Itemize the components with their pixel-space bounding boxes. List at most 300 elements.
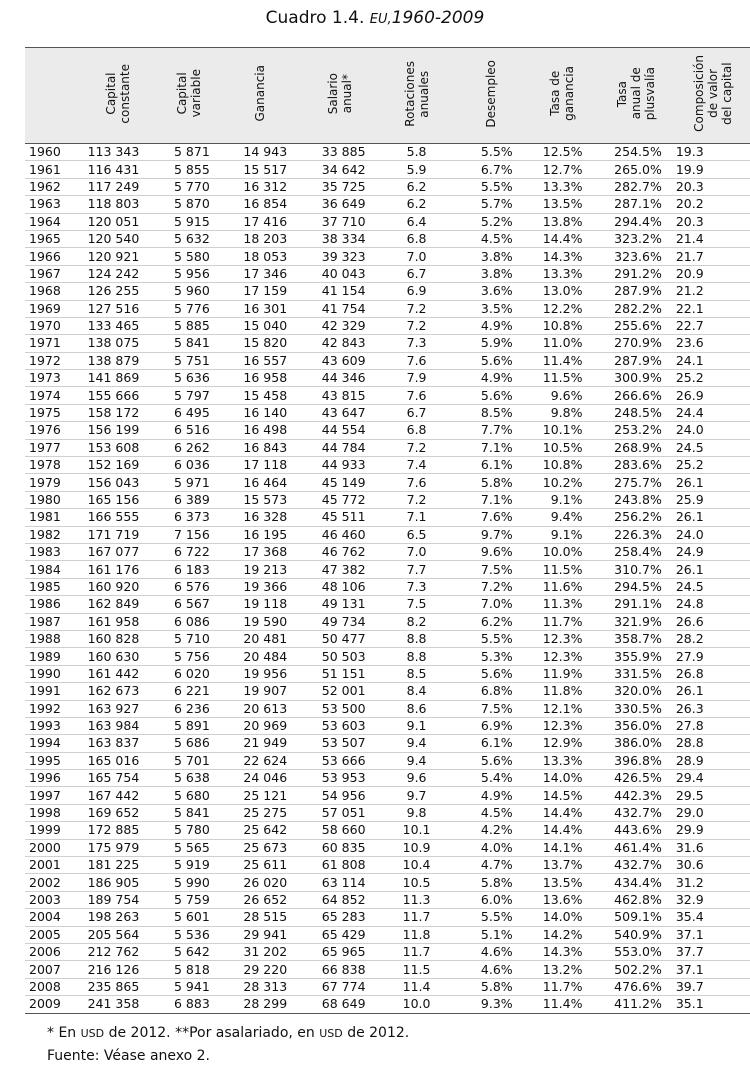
table-cell: 7.1% — [454, 491, 528, 508]
table-row — [25, 248, 750, 265]
table-cell: 14.4% — [528, 822, 597, 839]
table-cell: 226.3% — [596, 526, 675, 543]
table-cell: 9.1 — [380, 717, 454, 734]
table-cell: 7.6 — [380, 387, 454, 404]
table-cell: 53 603 — [300, 717, 379, 734]
year-cell: 1974 — [25, 387, 78, 404]
table-cell: 42 843 — [300, 335, 379, 352]
table-cell: 26.9 — [676, 387, 750, 404]
table-cell: 9.6% — [454, 543, 528, 560]
table-row — [25, 717, 750, 734]
table-cell: 4.5% — [454, 804, 528, 821]
table-cell: 37.7 — [676, 943, 750, 960]
table-cell: 6 262 — [157, 439, 221, 456]
year-cell: 1996 — [25, 770, 78, 787]
table-cell: 6 576 — [157, 578, 221, 595]
year-cell: 1983 — [25, 543, 78, 560]
year-cell: 1995 — [25, 752, 78, 769]
table-cell: 266.6% — [596, 387, 675, 404]
column-header-label: Desempleo — [483, 59, 498, 128]
table-cell: 45 772 — [300, 491, 379, 508]
table-row — [25, 683, 750, 700]
table-cell: 165 016 — [78, 752, 157, 769]
table-cell: 13.6% — [528, 891, 597, 908]
table-cell: 4.9% — [454, 370, 528, 387]
table-cell: 5 580 — [157, 248, 221, 265]
year-cell: 1962 — [25, 178, 78, 195]
table-cell: 5.3% — [454, 648, 528, 665]
table-cell: 8.4 — [380, 683, 454, 700]
table-cell: 167 077 — [78, 543, 157, 560]
table-cell: 160 630 — [78, 648, 157, 665]
table-cell: 198 263 — [78, 909, 157, 926]
table-cell: 396.8% — [596, 752, 675, 769]
table-cell: 5 885 — [157, 317, 221, 334]
table-row — [25, 909, 750, 926]
table-cell: 21.4 — [676, 230, 750, 247]
column-header — [676, 48, 750, 144]
table-cell: 6.8 — [380, 230, 454, 247]
table-body — [25, 144, 750, 1014]
table-cell: 117 249 — [78, 178, 157, 195]
table-cell: 432.7% — [596, 804, 675, 821]
table-cell: 14.3% — [528, 943, 597, 960]
table-cell: 43 647 — [300, 404, 379, 421]
table-cell: 6.7 — [380, 404, 454, 421]
table-cell: 29.5 — [676, 787, 750, 804]
table-cell: 11.5% — [528, 561, 597, 578]
table-cell: 11.3 — [380, 891, 454, 908]
table-cell: 5 686 — [157, 735, 221, 752]
column-header — [596, 48, 675, 144]
table-cell: 6.5 — [380, 526, 454, 543]
table-cell: 13.0% — [528, 283, 597, 300]
table-cell: 11.5 — [380, 961, 454, 978]
table-cell: 19 590 — [221, 613, 300, 630]
table-cell: 10.1% — [528, 422, 597, 439]
year-cell: 1985 — [25, 578, 78, 595]
table-cell: 9.1% — [528, 491, 597, 508]
year-cell: 2008 — [25, 978, 78, 995]
table-cell: 156 199 — [78, 422, 157, 439]
table-cell: 25 611 — [221, 857, 300, 874]
table-row — [25, 144, 750, 161]
table-cell: 30.6 — [676, 857, 750, 874]
table-cell: 9.7 — [380, 787, 454, 804]
table-cell: 6 722 — [157, 543, 221, 560]
table-cell: 34 642 — [300, 161, 379, 178]
footnote-text: * En — [47, 1025, 81, 1041]
table-cell: 189 754 — [78, 891, 157, 908]
table-cell: 17 368 — [221, 543, 300, 560]
table-cell: 5 756 — [157, 648, 221, 665]
column-header-label: Rotaciones anuales — [402, 60, 431, 127]
table-cell: 35.4 — [676, 909, 750, 926]
table-cell: 21.7 — [676, 248, 750, 265]
table-cell: 443.6% — [596, 822, 675, 839]
table-cell: 5 642 — [157, 943, 221, 960]
table-cell: 10.0% — [528, 543, 597, 560]
table-cell: 26.8 — [676, 665, 750, 682]
table-cell: 4.6% — [454, 961, 528, 978]
table-cell: 7.0 — [380, 543, 454, 560]
table-cell: 172 885 — [78, 822, 157, 839]
table-cell: 8.6 — [380, 700, 454, 717]
table-cell: 44 346 — [300, 370, 379, 387]
table-cell: 26.1 — [676, 509, 750, 526]
table-cell: 43 609 — [300, 352, 379, 369]
column-header-label: Salario anual* — [325, 72, 354, 115]
table-cell: 7.9 — [380, 370, 454, 387]
column-header-label: Ganancia — [253, 65, 268, 122]
table-cell: 5.8% — [454, 474, 528, 491]
table-cell: 26.1 — [676, 561, 750, 578]
table-cell: 7.3 — [380, 335, 454, 352]
table-cell: 161 176 — [78, 561, 157, 578]
year-cell: 1963 — [25, 196, 78, 213]
table-cell: 175 979 — [78, 839, 157, 856]
table-cell: 5.1% — [454, 926, 528, 943]
table-cell: 24.0 — [676, 422, 750, 439]
table-cell: 20.9 — [676, 265, 750, 282]
table-cell: 4.2% — [454, 822, 528, 839]
table-cell: 5.4% — [454, 770, 528, 787]
table-cell: 7.5% — [454, 561, 528, 578]
table-cell: 65 965 — [300, 943, 379, 960]
column-header — [454, 48, 528, 144]
table-row — [25, 857, 750, 874]
table-cell: 16 195 — [221, 526, 300, 543]
table-cell: 163 837 — [78, 735, 157, 752]
table-row — [25, 561, 750, 578]
year-cell: 2005 — [25, 926, 78, 943]
footnote-units — [47, 1022, 409, 1045]
table-cell: 13.3% — [528, 265, 597, 282]
table-cell: 20 613 — [221, 700, 300, 717]
table-cell: 18 053 — [221, 248, 300, 265]
table-cell: 26 020 — [221, 874, 300, 891]
table-cell: 28.2 — [676, 630, 750, 647]
table-cell: 16 301 — [221, 300, 300, 317]
year-cell: 1997 — [25, 787, 78, 804]
table-cell: 11.5% — [528, 370, 597, 387]
table-cell: 7.5% — [454, 700, 528, 717]
table-cell: 10.9 — [380, 839, 454, 856]
column-header-label: Capital variable — [175, 69, 204, 118]
table-cell: 287.1% — [596, 196, 675, 213]
table-cell: 29.9 — [676, 822, 750, 839]
table-cell: 5 770 — [157, 178, 221, 195]
table-cell: 25 642 — [221, 822, 300, 839]
footnotes — [47, 1022, 409, 1067]
table-cell: 5.8% — [454, 978, 528, 995]
table-cell: 25 673 — [221, 839, 300, 856]
table-cell: 7 156 — [157, 526, 221, 543]
table-row — [25, 648, 750, 665]
table-cell: 127 516 — [78, 300, 157, 317]
table-row — [25, 474, 750, 491]
table-cell: 291.2% — [596, 265, 675, 282]
table-cell: 4.9% — [454, 787, 528, 804]
column-header — [300, 48, 379, 144]
table-cell: 53 500 — [300, 700, 379, 717]
table-row — [25, 317, 750, 334]
table-cell: 14.0% — [528, 770, 597, 787]
table-cell: 5.8 — [380, 144, 454, 161]
table-cell: 6.1% — [454, 735, 528, 752]
table-cell: 41 154 — [300, 283, 379, 300]
table-cell: 476.6% — [596, 978, 675, 995]
year-cell: 2009 — [25, 996, 78, 1013]
table-cell: 5 941 — [157, 978, 221, 995]
table-cell: 7.2 — [380, 317, 454, 334]
table-cell: 160 920 — [78, 578, 157, 595]
table-cell: 7.6 — [380, 352, 454, 369]
table-cell: 4.5% — [454, 230, 528, 247]
table-cell: 29.0 — [676, 804, 750, 821]
table-cell: 4.9% — [454, 317, 528, 334]
year-cell: 1994 — [25, 735, 78, 752]
title-country: EU, — [369, 12, 392, 27]
table-cell: 5 701 — [157, 752, 221, 769]
table-row — [25, 213, 750, 230]
table-cell: 5.5% — [454, 630, 528, 647]
table-cell: 124 242 — [78, 265, 157, 282]
table-cell: 323.6% — [596, 248, 675, 265]
table-cell: 14.5% — [528, 787, 597, 804]
table-cell: 11.0% — [528, 335, 597, 352]
table-cell: 22 624 — [221, 752, 300, 769]
table-cell: 65 283 — [300, 909, 379, 926]
table-cell: 120 921 — [78, 248, 157, 265]
table-cell: 19.9 — [676, 161, 750, 178]
table-cell: 155 666 — [78, 387, 157, 404]
table-cell: 61 808 — [300, 857, 379, 874]
table-cell: 44 933 — [300, 457, 379, 474]
table-row — [25, 335, 750, 352]
table-cell: 141 869 — [78, 370, 157, 387]
table-cell: 540.9% — [596, 926, 675, 943]
table-cell: 321.9% — [596, 613, 675, 630]
table-cell: 5 841 — [157, 335, 221, 352]
table-cell: 7.6% — [454, 509, 528, 526]
table-cell: 6 221 — [157, 683, 221, 700]
table-row — [25, 404, 750, 421]
table-cell: 5.6% — [454, 752, 528, 769]
table-cell: 320.0% — [596, 683, 675, 700]
year-cell: 2000 — [25, 839, 78, 856]
table-cell: 5 891 — [157, 717, 221, 734]
table-cell: 27.8 — [676, 717, 750, 734]
table-cell: 5 990 — [157, 874, 221, 891]
table-cell: 7.3 — [380, 578, 454, 595]
table-cell: 5.6% — [454, 352, 528, 369]
table-cell: 54 956 — [300, 787, 379, 804]
table-cell: 29 941 — [221, 926, 300, 943]
year-cell: 2004 — [25, 909, 78, 926]
table-cell: 16 464 — [221, 474, 300, 491]
table-cell: 35.1 — [676, 996, 750, 1013]
table-cell: 6 567 — [157, 596, 221, 613]
table-cell: 358.7% — [596, 630, 675, 647]
year-cell: 1988 — [25, 630, 78, 647]
year-cell: 1972 — [25, 352, 78, 369]
table-cell: 186 905 — [78, 874, 157, 891]
table-cell: 323.2% — [596, 230, 675, 247]
table-cell: 356.0% — [596, 717, 675, 734]
table-cell: 28.9 — [676, 752, 750, 769]
year-cell: 1998 — [25, 804, 78, 821]
table-cell: 7.7 — [380, 561, 454, 578]
table-cell: 166 555 — [78, 509, 157, 526]
table-cell: 11.8% — [528, 683, 597, 700]
table-cell: 7.1 — [380, 509, 454, 526]
table-cell: 386.0% — [596, 735, 675, 752]
table-cell: 15 458 — [221, 387, 300, 404]
table-cell: 16 958 — [221, 370, 300, 387]
table-cell: 41 754 — [300, 300, 379, 317]
table-cell: 294.4% — [596, 213, 675, 230]
table-cell: 11.6% — [528, 578, 597, 595]
table-row — [25, 926, 750, 943]
table-cell: 9.4 — [380, 752, 454, 769]
table-cell: 23.6 — [676, 335, 750, 352]
table-cell: 31.6 — [676, 839, 750, 856]
table-cell: 9.7% — [454, 526, 528, 543]
table-cell: 5.9% — [454, 335, 528, 352]
table-cell: 6.0% — [454, 891, 528, 908]
table-row — [25, 422, 750, 439]
table-cell: 11.7% — [528, 613, 597, 630]
table-cell: 7.2 — [380, 491, 454, 508]
table-cell: 14.1% — [528, 839, 597, 856]
column-header-label: Composición de valor del capital — [691, 55, 734, 132]
data-table — [25, 47, 750, 1014]
table-cell: 28 313 — [221, 978, 300, 995]
table-cell: 5 632 — [157, 230, 221, 247]
table-cell: 58 660 — [300, 822, 379, 839]
table-cell: 42 329 — [300, 317, 379, 334]
table-title — [0, 6, 750, 32]
table-cell: 22.7 — [676, 317, 750, 334]
table-cell: 5 841 — [157, 804, 221, 821]
table-cell: 16 312 — [221, 178, 300, 195]
table-cell: 426.5% — [596, 770, 675, 787]
table-cell: 37 710 — [300, 213, 379, 230]
table-cell: 331.5% — [596, 665, 675, 682]
table-cell: 4.7% — [454, 857, 528, 874]
table-cell: 36 649 — [300, 196, 379, 213]
table-cell: 3.8% — [454, 265, 528, 282]
year-cell: 1999 — [25, 822, 78, 839]
table-row — [25, 457, 750, 474]
table-row — [25, 874, 750, 891]
table-cell: 13.3% — [528, 178, 597, 195]
table-cell: 162 673 — [78, 683, 157, 700]
table-row — [25, 700, 750, 717]
table-cell: 158 172 — [78, 404, 157, 421]
table-cell: 29.4 — [676, 770, 750, 787]
table-cell: 5 636 — [157, 370, 221, 387]
table-cell: 10.2% — [528, 474, 597, 491]
table-cell: 6.4 — [380, 213, 454, 230]
table-cell: 12.3% — [528, 717, 597, 734]
table-cell: 258.4% — [596, 543, 675, 560]
table-cell: 16 557 — [221, 352, 300, 369]
table-cell: 241 358 — [78, 996, 157, 1013]
table-cell: 24.5 — [676, 578, 750, 595]
year-cell: 1960 — [25, 144, 78, 161]
year-cell: 1970 — [25, 317, 78, 334]
table-cell: 5.5% — [454, 178, 528, 195]
year-cell: 1978 — [25, 457, 78, 474]
table-row — [25, 526, 750, 543]
table-cell: 5 870 — [157, 196, 221, 213]
table-cell: 270.9% — [596, 335, 675, 352]
table-cell: 9.4% — [528, 509, 597, 526]
table-cell: 16 854 — [221, 196, 300, 213]
table-cell: 10.8% — [528, 317, 597, 334]
table-row — [25, 613, 750, 630]
table-cell: 116 431 — [78, 161, 157, 178]
table-cell: 138 075 — [78, 335, 157, 352]
table-cell: 24.0 — [676, 526, 750, 543]
column-header-label: Tasa de ganancia — [548, 66, 577, 121]
table-row — [25, 543, 750, 560]
table-row — [25, 491, 750, 508]
table-cell: 162 849 — [78, 596, 157, 613]
table-cell: 48 106 — [300, 578, 379, 595]
table-cell: 553.0% — [596, 943, 675, 960]
table-cell: 5.5% — [454, 144, 528, 161]
table-row — [25, 578, 750, 595]
table-row — [25, 178, 750, 195]
table-cell: 5.6% — [454, 387, 528, 404]
table-cell: 27.9 — [676, 648, 750, 665]
table-cell: 282.7% — [596, 178, 675, 195]
table-cell: 20.3 — [676, 213, 750, 230]
table-row — [25, 752, 750, 769]
table-row — [25, 787, 750, 804]
table-cell: 37.1 — [676, 961, 750, 978]
table-cell: 5.2% — [454, 213, 528, 230]
table-cell: 5 855 — [157, 161, 221, 178]
table-cell: 53 507 — [300, 735, 379, 752]
year-cell: 1986 — [25, 596, 78, 613]
table-cell: 3.6% — [454, 283, 528, 300]
title-period: 1960-2009 — [391, 8, 485, 28]
table-cell: 3.5% — [454, 300, 528, 317]
table-row — [25, 196, 750, 213]
table-cell: 310.7% — [596, 561, 675, 578]
footnote-unit: USD — [319, 1027, 343, 1040]
table-cell: 6 020 — [157, 665, 221, 682]
table-cell: 5 759 — [157, 891, 221, 908]
table-cell: 17 159 — [221, 283, 300, 300]
year-cell: 2003 — [25, 891, 78, 908]
footnote-source: Fuente: Véase anexo 2. — [47, 1048, 211, 1064]
table-cell: 11.4 — [380, 978, 454, 995]
table-cell: 13.5% — [528, 874, 597, 891]
table-cell: 17 416 — [221, 213, 300, 230]
table-cell: 12.5% — [528, 144, 597, 161]
table-cell: 64 852 — [300, 891, 379, 908]
table-cell: 7.2 — [380, 439, 454, 456]
table-row — [25, 387, 750, 404]
table-cell: 7.2 — [380, 300, 454, 317]
column-header — [221, 48, 300, 144]
year-cell: 1992 — [25, 700, 78, 717]
